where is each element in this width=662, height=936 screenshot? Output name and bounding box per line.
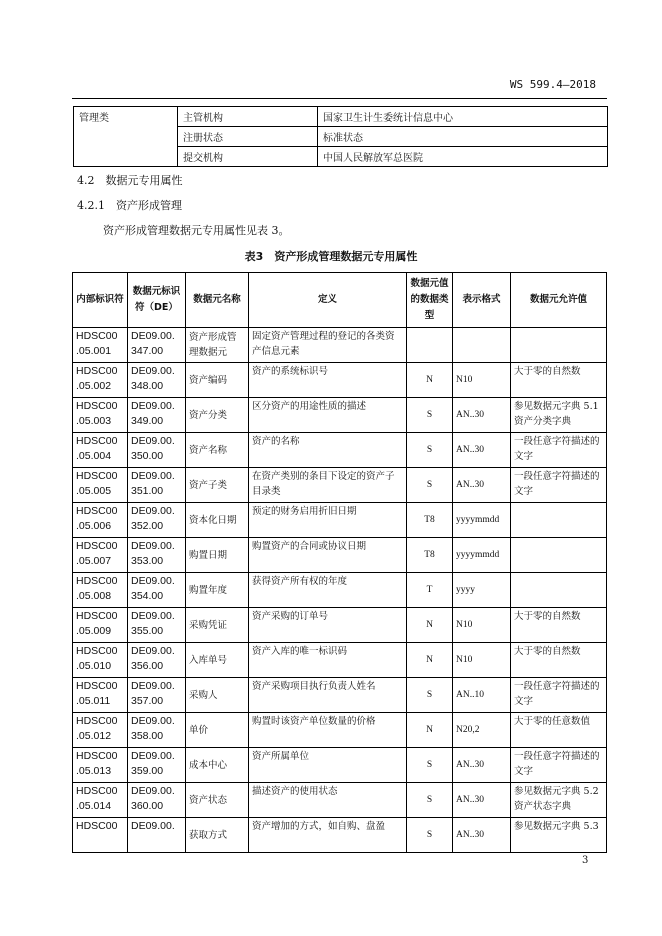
format-cell: N20,2	[453, 713, 511, 748]
table-row	[73, 573, 607, 608]
allowed-cell: 参见数据元字典 5.2 资产状态字典	[511, 783, 607, 818]
data-element-table	[72, 272, 607, 853]
allowed-cell: 大于零的自然数	[511, 608, 607, 643]
name-cell: 资产名称	[186, 433, 249, 468]
format-cell: N10	[453, 608, 511, 643]
attr-label: 注册状态	[178, 127, 318, 147]
de-id-cell: DE09.00. 349.00	[128, 398, 186, 433]
internal-id-cell: HDSC00 .05.010	[73, 643, 128, 678]
definition-cell: 区分资产的用途性质的描述	[249, 398, 407, 433]
table-row	[73, 503, 607, 538]
format-cell: AN..30	[453, 748, 511, 783]
internal-id-cell: HDSC00 .05.005	[73, 468, 128, 503]
page-number: 3	[582, 855, 589, 866]
col-allowed: 数据元允许值	[511, 273, 607, 328]
definition-cell: 固定资产管理过程的登记的各类资产信息元素	[249, 328, 407, 363]
attr-label: 提交机构	[178, 147, 318, 167]
data-type-cell	[407, 328, 453, 363]
de-id-cell: DE09.00.	[128, 818, 186, 853]
data-type-cell: S	[407, 468, 453, 503]
data-type-cell: S	[407, 783, 453, 818]
definition-cell: 资产入库的唯一标识码	[249, 643, 407, 678]
allowed-cell: 一段任意字符描述的文字	[511, 468, 607, 503]
format-cell: AN..30	[453, 468, 511, 503]
attr-value: 国家卫生计生委统计信息中心	[318, 107, 608, 127]
table-row	[73, 678, 607, 713]
internal-id-cell: HDSC00 .05.014	[73, 783, 128, 818]
de-id-cell: DE09.00. 350.00	[128, 433, 186, 468]
definition-cell: 描述资产的使用状态	[249, 783, 407, 818]
name-cell: 资产分类	[186, 398, 249, 433]
format-cell: AN..30	[453, 818, 511, 853]
definition-cell: 在资产类别的条目下设定的资产子目录类	[249, 468, 407, 503]
table-header-row	[73, 273, 607, 328]
name-cell: 资产形成管理数据元	[186, 328, 249, 363]
de-id-cell: DE09.00. 354.00	[128, 573, 186, 608]
col-internal-id: 内部标识符	[73, 273, 128, 328]
data-type-cell: T8	[407, 538, 453, 573]
col-format: 表示格式	[453, 273, 511, 328]
table-row	[74, 107, 608, 127]
allowed-cell: 一段任意字符描述的文字	[511, 433, 607, 468]
format-cell: AN..30	[453, 783, 511, 818]
internal-id-cell: HDSC00 .05.012	[73, 713, 128, 748]
category-cell: 管理类	[74, 107, 178, 167]
allowed-cell: 大于零的自然数	[511, 643, 607, 678]
de-id-cell: DE09.00. 348.00	[128, 363, 186, 398]
name-cell: 资本化日期	[186, 503, 249, 538]
table-caption: 表3 资产形成管理数据元专用属性	[244, 250, 418, 263]
definition-cell: 资产采购的订单号	[249, 608, 407, 643]
de-id-cell: DE09.00. 347.00	[128, 328, 186, 363]
definition-cell: 资产的系统标识号	[249, 363, 407, 398]
format-cell	[453, 328, 511, 363]
data-type-cell: S	[407, 818, 453, 853]
de-id-cell: DE09.00. 351.00	[128, 468, 186, 503]
definition-cell: 购置时该资产单位数量的价格	[249, 713, 407, 748]
data-type-cell: N	[407, 643, 453, 678]
de-id-cell: DE09.00. 357.00	[128, 678, 186, 713]
table-row	[73, 398, 607, 433]
de-id-cell: DE09.00. 360.00	[128, 783, 186, 818]
allowed-cell: 大于零的任意数值	[511, 713, 607, 748]
de-id-cell: DE09.00. 353.00	[128, 538, 186, 573]
body-paragraph: 资产形成管理数据元专用属性见表 3。	[103, 224, 290, 237]
internal-id-cell: HDSC00	[73, 818, 128, 853]
allowed-cell: 大于零的自然数	[511, 363, 607, 398]
format-cell: yyyymmdd	[453, 538, 511, 573]
name-cell: 资产编码	[186, 363, 249, 398]
name-cell: 采购人	[186, 678, 249, 713]
attr-value: 中国人民解放军总医院	[318, 147, 608, 167]
attr-label: 主管机构	[178, 107, 318, 127]
data-type-cell: S	[407, 678, 453, 713]
definition-cell: 购置资产的合同或协议日期	[249, 538, 407, 573]
table-row	[73, 363, 607, 398]
data-type-cell: S	[407, 433, 453, 468]
internal-id-cell: HDSC00 .05.009	[73, 608, 128, 643]
format-cell: yyyymmdd	[453, 503, 511, 538]
internal-id-cell: HDSC00 .05.004	[73, 433, 128, 468]
data-type-cell: N	[407, 363, 453, 398]
definition-cell: 资产增加的方式，如自购、盘盈	[249, 818, 407, 853]
table-row	[73, 538, 607, 573]
definition-cell: 预定的财务启用折旧日期	[249, 503, 407, 538]
standard-code: WS 599.4—2018	[509, 78, 596, 91]
data-type-cell: T8	[407, 503, 453, 538]
header-rule	[72, 98, 607, 99]
internal-id-cell: HDSC00 .05.011	[73, 678, 128, 713]
name-cell: 购置年度	[186, 573, 249, 608]
internal-id-cell: HDSC00 .05.003	[73, 398, 128, 433]
definition-cell: 资产所属单位	[249, 748, 407, 783]
attr-value: 标准状态	[318, 127, 608, 147]
section-heading-4-2: 4.2 数据元专用属性	[77, 174, 183, 187]
name-cell: 入库单号	[186, 643, 249, 678]
definition-cell: 资产的名称	[249, 433, 407, 468]
de-id-cell: DE09.00. 359.00	[128, 748, 186, 783]
allowed-cell: 一段任意字符描述的文字	[511, 678, 607, 713]
table-row	[73, 433, 607, 468]
format-cell: AN..10	[453, 678, 511, 713]
name-cell: 单价	[186, 713, 249, 748]
table-row	[73, 818, 607, 853]
format-cell: AN..30	[453, 398, 511, 433]
name-cell: 购置日期	[186, 538, 249, 573]
internal-id-cell: HDSC00 .05.001	[73, 328, 128, 363]
allowed-cell: 一段任意字符描述的文字	[511, 748, 607, 783]
de-id-cell: DE09.00. 356.00	[128, 643, 186, 678]
attribute-table	[73, 106, 608, 167]
col-data-type: 数据元值的数据类型	[407, 273, 453, 328]
internal-id-cell: HDSC00 .05.008	[73, 573, 128, 608]
data-type-cell: T	[407, 573, 453, 608]
data-type-cell: S	[407, 398, 453, 433]
data-type-cell: N	[407, 713, 453, 748]
de-id-cell: DE09.00. 352.00	[128, 503, 186, 538]
table-row	[73, 713, 607, 748]
internal-id-cell: HDSC00 .05.006	[73, 503, 128, 538]
format-cell: N10	[453, 363, 511, 398]
de-id-cell: DE09.00. 355.00	[128, 608, 186, 643]
name-cell: 成本中心	[186, 748, 249, 783]
table-row	[73, 783, 607, 818]
allowed-cell	[511, 328, 607, 363]
col-name: 数据元名称	[186, 273, 249, 328]
allowed-cell: 参见数据元字典 5.1 资产分类字典	[511, 398, 607, 433]
name-cell: 获取方式	[186, 818, 249, 853]
allowed-cell	[511, 573, 607, 608]
data-type-cell: S	[407, 748, 453, 783]
definition-cell: 获得资产所有权的年度	[249, 573, 407, 608]
format-cell: AN..30	[453, 433, 511, 468]
de-id-cell: DE09.00. 358.00	[128, 713, 186, 748]
format-cell: N10	[453, 643, 511, 678]
allowed-cell	[511, 503, 607, 538]
table-row	[73, 748, 607, 783]
internal-id-cell: HDSC00 .05.013	[73, 748, 128, 783]
col-definition: 定义	[249, 273, 407, 328]
table-row	[73, 468, 607, 503]
name-cell: 资产状态	[186, 783, 249, 818]
data-type-cell: N	[407, 608, 453, 643]
table-row	[73, 643, 607, 678]
col-de-id: 数据元标识符（DE）	[128, 273, 186, 328]
table-row	[73, 608, 607, 643]
name-cell: 采购凭证	[186, 608, 249, 643]
allowed-cell: 参见数据元字典 5.3	[511, 818, 607, 853]
section-heading-4-2-1: 4.2.1 资产形成管理	[77, 199, 182, 212]
name-cell: 资产子类	[186, 468, 249, 503]
definition-cell: 资产采购项目执行负责人姓名	[249, 678, 407, 713]
allowed-cell	[511, 538, 607, 573]
internal-id-cell: HDSC00 .05.002	[73, 363, 128, 398]
internal-id-cell: HDSC00 .05.007	[73, 538, 128, 573]
format-cell: yyyy	[453, 573, 511, 608]
table-row	[73, 328, 607, 363]
